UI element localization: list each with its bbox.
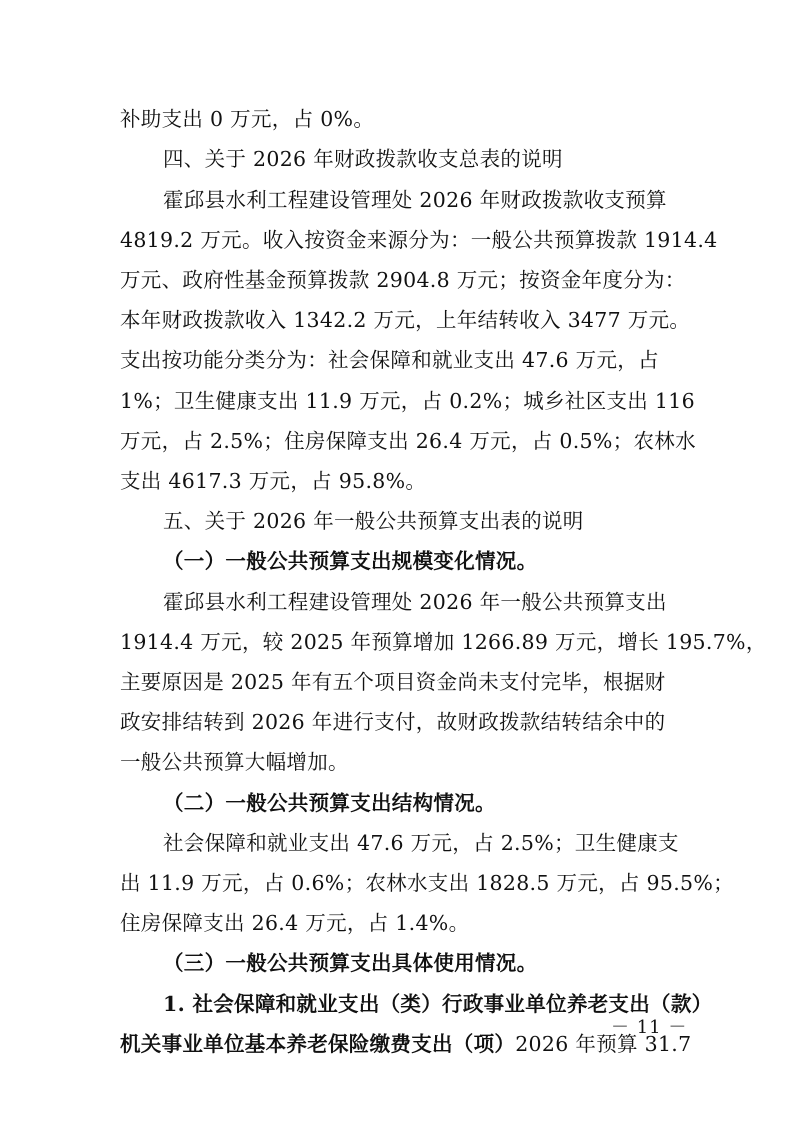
section-heading-4: 四、关于 2026 年财政拨款收支总表的说明: [163, 147, 563, 171]
item-heading-line: 1. 社会保障和就业支出（类）行政事业单位养老支出（款）: [163, 992, 713, 1016]
body-text-line: 出 11.9 万元，占 0.6%；农林水支出 1828.5 万元，占 95.5%；: [120, 871, 734, 895]
body-text-line: 补助支出 0 万元，占 0%。: [120, 107, 375, 131]
body-text-line: 政安排结转到 2026 年进行支付，故财政拨款结转结余中的: [120, 710, 666, 734]
subsection-heading-1: （一）一般公共预算支出规模变化情况。: [163, 549, 538, 573]
body-text-line: 1914.4 万元，较 2025 年预算增加 1266.89 万元，增长 195.7%，: [120, 630, 767, 654]
body-text-line: 万元，占 2.5%；住房保障支出 26.4 万元，占 0.5%；农林水: [120, 429, 696, 453]
body-text-line: 1%；卫生健康支出 11.9 万元，占 0.2%；城乡社区支出 116: [120, 389, 695, 413]
item-heading-bold-part: 机关事业单位基本养老保险缴费支出（项）: [120, 1032, 516, 1056]
body-text-line: 霍邱县水利工程建设管理处 2026 年财政拨款收支预算: [163, 188, 667, 212]
body-text-line: 霍邱县水利工程建设管理处 2026 年一般公共预算支出: [163, 590, 667, 614]
subsection-heading-3: （三）一般公共预算支出具体使用情况。: [163, 951, 538, 975]
item-heading-line-continued: [120, 1031, 691, 1057]
body-text-line: 4819.2 万元。收入按资金来源分为：一般公共预算拨款 1914.4: [120, 228, 718, 252]
subsection-heading-2: （二）一般公共预算支出结构情况。: [163, 791, 496, 815]
body-text-line: 社会保障和就业支出 47.6 万元，占 2.5%；卫生健康支: [163, 831, 679, 855]
page-number: － 11 －: [611, 1017, 688, 1038]
body-text-line: 主要原因是 2025 年有五个项目资金尚未支付完毕，根据财: [120, 670, 666, 694]
body-text-line: 万元、政府性基金预算拨款 2904.8 万元；按资金年度分为：: [120, 268, 686, 292]
body-text-line: 一般公共预算大幅增加。: [120, 750, 349, 774]
item-heading-normal-part: 2026 年预算 31.7: [515, 1032, 692, 1056]
section-heading-5: 五、关于 2026 年一般公共预算支出表的说明: [163, 509, 584, 533]
body-text-line: 支出按功能分类分为：社会保障和就业支出 47.6 万元，占: [120, 348, 659, 372]
body-text-line: 本年财政拨款收入 1342.2 万元，上年结转收入 3477 万元。: [120, 308, 691, 332]
body-text-line: 住房保障支出 26.4 万元，占 1.4%。: [120, 911, 470, 935]
body-text-line: 支出 4617.3 万元，占 95.8%。: [120, 469, 427, 493]
